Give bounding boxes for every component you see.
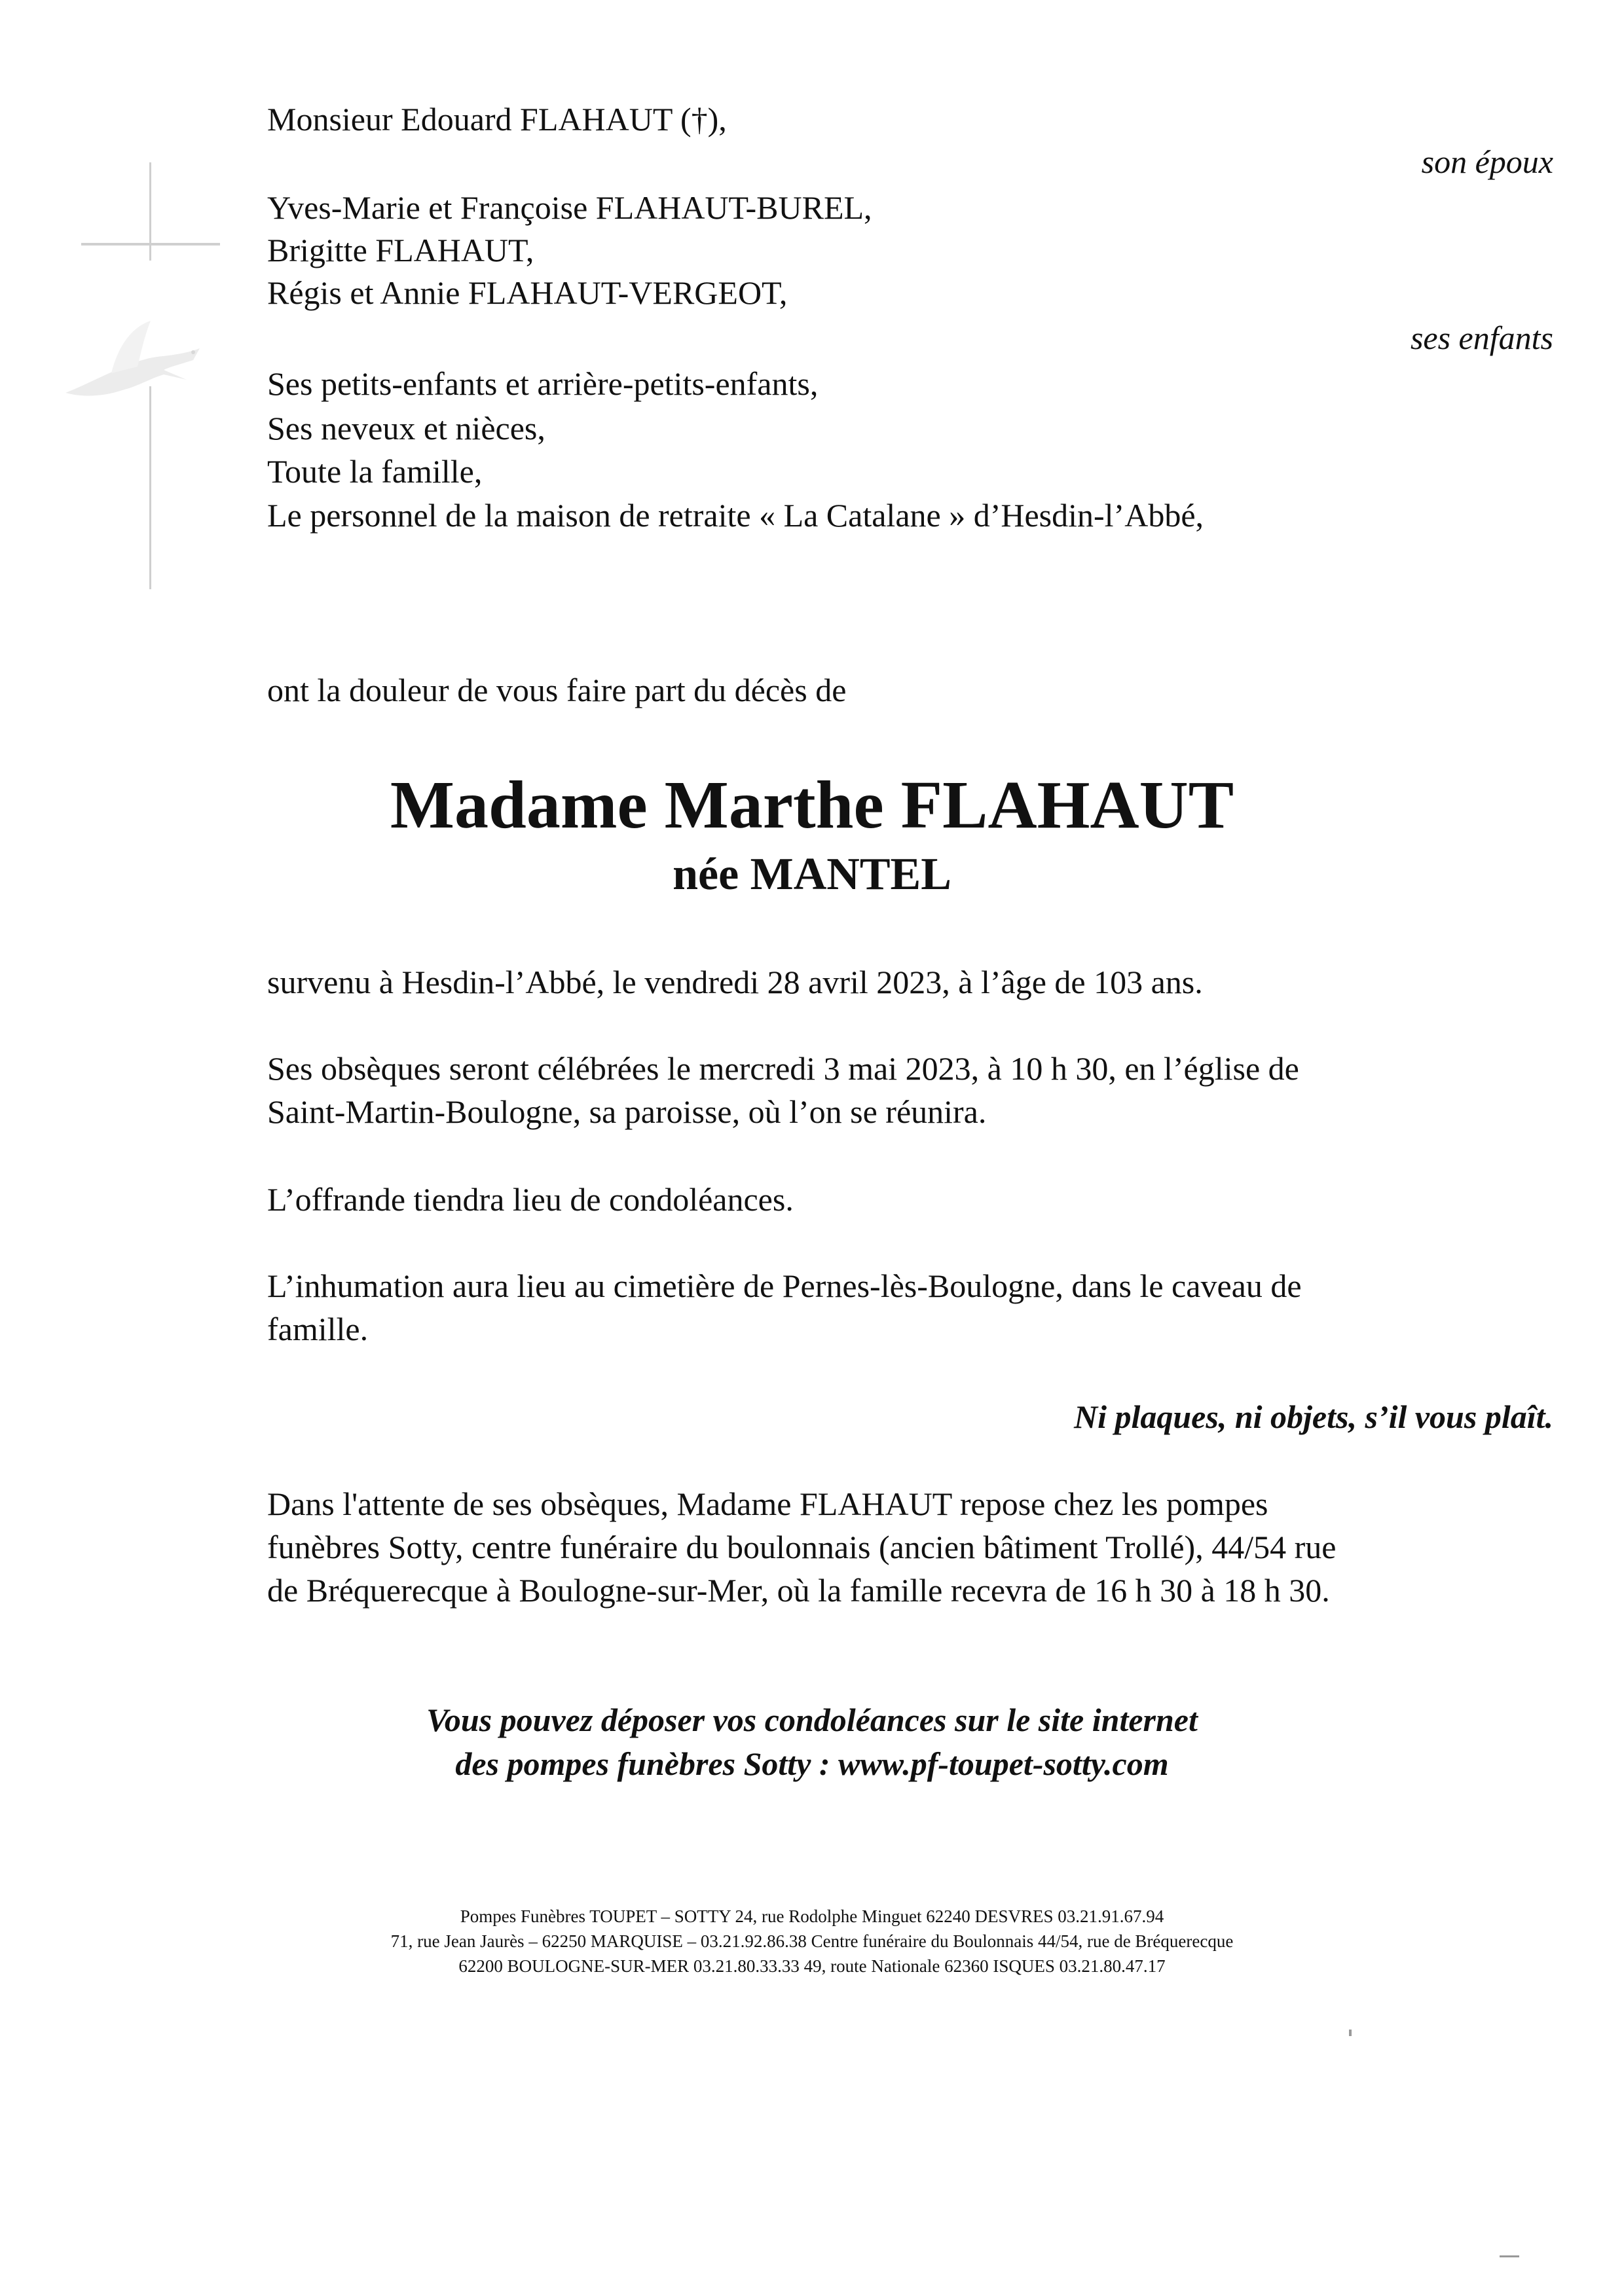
scan-speck (1349, 2030, 1352, 2036)
visitation-line: funèbres Sotty, centre funéraire du boulonnais (ancien bâtiment Trollé), 44/54 rue (267, 1529, 1337, 1565)
footer-line: 62200 BOULOGNE-SUR-MER 03.21.80.33.33 49, route Nationale 62360 ISQUES 03.21.80.47.17 (458, 1956, 1166, 1976)
child-line: Brigitte FLAHAUT, (267, 232, 534, 268)
funeral-line: Ses obsèques seront célébrées le mercredi 3 mai 2023, à 10 h 30, en l’église de (267, 1050, 1299, 1087)
offering-line: L’offrande tiendra lieu de condoléances. (267, 1181, 794, 1218)
deceased-name: Madame Marthe FLAHAUT (390, 767, 1234, 843)
children-role: ses enfants (1410, 319, 1553, 356)
funeral-line: Saint-Martin-Boulogne, sa paroisse, où l’on se réunira. (267, 1093, 987, 1130)
scan-speck (1500, 2255, 1519, 2257)
death-line: survenu à Hesdin-l’Abbé, le vendredi 28 avril 2023, à l’âge de 103 ans. (267, 964, 1203, 1000)
visitation-line: Dans l'attente de ses obsèques, Madame FLAHAUT repose chez les pompes (267, 1485, 1268, 1522)
announcement-line: ont la douleur de vous faire part du décès de (267, 672, 847, 708)
burial-line: famille. (267, 1311, 369, 1347)
dove-icon (59, 301, 216, 419)
spouse-role: son époux (1421, 143, 1553, 180)
family-line: Ses neveux et nièces, (267, 410, 545, 446)
visitation-line: de Bréquerecque à Boulogne-sur-Mer, où la famille recevra de 16 h 30 à 18 h 30. (267, 1572, 1330, 1609)
child-line: Régis et Annie FLAHAUT-VERGEOT, (267, 274, 788, 311)
cross-icon-bar (81, 243, 220, 246)
condolences-line: Vous pouvez déposer vos condoléances sur le site internet (426, 1702, 1198, 1738)
footer-line: 71, rue Jean Jaurès – 62250 MARQUISE – 03.21.92.86.38 Centre funéraire du Boulonnais 44/54, rue de Bréquerecque (390, 1931, 1234, 1951)
no-plaques-request: Ni plaques, ni objets, s’il vous plaît. (1073, 1398, 1553, 1435)
burial-line: L’inhumation aura lieu au cimetière de Pernes-lès-Boulogne, dans le caveau de (267, 1267, 1302, 1304)
family-line: Le personnel de la maison de retraite « La Catalane » d’Hesdin-l’Abbé, (267, 497, 1204, 534)
cross-icon-top (149, 162, 151, 261)
spouse-line: Monsieur Edouard FLAHAUT (†), (267, 101, 727, 137)
footer-line: Pompes Funèbres TOUPET – SOTTY 24, rue Rodolphe Minguet 62240 DESVRES 03.21.91.67.94 (460, 1906, 1164, 1926)
maiden-name: née MANTEL (673, 849, 951, 900)
family-line: Ses petits-enfants et arrière-petits-enfants, (267, 365, 819, 402)
child-line: Yves-Marie et Françoise FLAHAUT-BUREL, (267, 189, 872, 226)
family-line: Toute la famille, (267, 453, 483, 490)
condolences-line: des pompes funèbres Sotty : www.pf-toupet-sotty.com (455, 1745, 1169, 1782)
